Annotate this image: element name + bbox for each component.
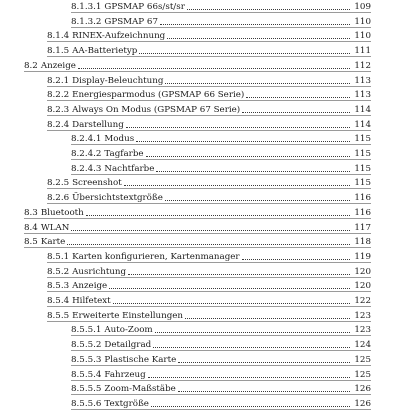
toc-entry <box>0 57 400 72</box>
dot-leader <box>160 24 350 25</box>
toc-entry <box>0 395 400 410</box>
dot-leader <box>178 362 350 363</box>
toc-entry-page: 123 <box>354 325 371 336</box>
toc-entry-page: 113 <box>354 75 371 86</box>
dot-leader <box>165 200 350 201</box>
toc-entry-title: GPSMAP 66s/st/sr <box>104 2 185 12</box>
toc-entry <box>0 292 400 307</box>
toc-entry-page: 115 <box>354 134 371 145</box>
toc-entry <box>0 307 400 322</box>
toc-entry <box>0 160 400 175</box>
toc-entry-page: 123 <box>354 310 371 321</box>
toc-entry-title: Nachtfarbe <box>104 163 155 174</box>
toc-entry-number: 8.2.1 <box>47 75 70 86</box>
toc-entry-number: 8.5.5.6 <box>71 398 102 409</box>
dot-leader <box>109 288 350 289</box>
toc-entry-page: 125 <box>354 354 371 365</box>
toc-entry <box>0 263 400 278</box>
toc-entry-page: 111 <box>354 46 371 57</box>
dot-leader <box>128 274 350 275</box>
dot-leader <box>167 38 350 39</box>
toc-entry-link[interactable] <box>47 116 371 131</box>
toc-entry-number: 8.2.5 <box>47 178 70 189</box>
toc-entry-page: 110 <box>354 16 371 27</box>
toc-entry <box>0 204 400 219</box>
toc-entry-page: 115 <box>354 178 371 189</box>
dot-leader <box>155 332 350 333</box>
toc-entry-link[interactable] <box>47 263 371 278</box>
toc-entry-title: WLAN <box>40 222 70 233</box>
toc-entry <box>0 101 400 116</box>
toc-entry-title: Darstellung <box>72 119 124 130</box>
toc-entry-page: 122 <box>354 296 371 306</box>
toc-entry-title: Karte <box>40 237 66 248</box>
toc-entry-link[interactable] <box>47 174 371 189</box>
toc-entry <box>0 366 400 381</box>
toc-entry <box>0 174 400 189</box>
toc-entry <box>0 86 400 101</box>
toc-entry <box>0 219 400 234</box>
toc-entry <box>0 145 400 160</box>
toc-entry-link[interactable] <box>71 321 371 336</box>
toc-entry-title: Plastische Karte <box>104 354 177 365</box>
toc-entry-link[interactable] <box>24 233 371 248</box>
dot-leader <box>146 156 350 157</box>
toc-entry-page: 120 <box>354 266 371 277</box>
toc-entry <box>0 189 400 204</box>
toc-entry-link[interactable] <box>47 72 371 87</box>
toc-entry-number: 8.2.4 <box>47 119 70 130</box>
dot-leader <box>139 53 350 54</box>
toc-entry <box>0 42 400 57</box>
dot-leader <box>185 318 350 319</box>
toc-entry-page: 120 <box>354 281 371 292</box>
toc-entry-title: Hilfetext <box>72 296 111 306</box>
toc-entry-link[interactable] <box>47 277 371 292</box>
toc-entry <box>0 351 400 366</box>
dot-leader <box>153 347 350 348</box>
toc-entry-link[interactable] <box>47 307 371 322</box>
toc-entry-title: Always On Modus (GPSMAP 67 Serie) <box>72 104 241 115</box>
toc-entry <box>0 72 400 87</box>
toc-entry-number: 8.2.3 <box>47 104 70 115</box>
toc-entry-number: 8.1.5 <box>47 46 70 57</box>
dot-leader <box>67 244 350 245</box>
toc-entry-number: 8.5.5.3 <box>71 354 102 365</box>
toc-entry-link[interactable] <box>71 395 371 410</box>
toc-entry-title: Anzeige <box>40 60 76 71</box>
toc-entry-page: 110 <box>354 31 371 42</box>
toc-entry-number: 8.5 <box>24 237 38 248</box>
dot-leader <box>242 259 350 260</box>
toc-entry-title: Display-Beleuchtung <box>72 75 164 86</box>
toc-entry <box>0 277 400 292</box>
toc-entry-number: 8.1.3.2 <box>71 16 102 27</box>
toc-entry-link[interactable] <box>71 145 371 160</box>
dot-leader <box>246 97 350 98</box>
toc-entry-title: Übersichtstextgröße <box>72 193 163 204</box>
dot-leader <box>78 68 350 69</box>
toc-entry-number: 8.5.5.1 <box>71 325 102 336</box>
dot-leader <box>151 406 350 407</box>
toc-entry-title: Bluetooth <box>40 207 84 218</box>
toc-entry-link[interactable] <box>47 248 371 263</box>
toc-entry-page: 117 <box>354 222 371 233</box>
toc-entry <box>0 233 400 248</box>
toc-entry-number: 8.5.5.2 <box>71 340 102 351</box>
toc-entry-page: 126 <box>354 398 371 409</box>
toc-entry-link[interactable] <box>71 130 371 145</box>
toc-entry-title: Detailgrad <box>104 340 152 351</box>
toc-entry-title: Auto-Zoom <box>104 325 153 336</box>
dot-leader <box>242 112 350 113</box>
toc-entry-number: 8.5.2 <box>47 266 70 277</box>
toc-entry-title: Erweiterte Einstellungen <box>72 310 183 321</box>
toc-entry-number: 8.3 <box>24 207 38 218</box>
toc-entry-number: 8.5.5.4 <box>71 369 102 380</box>
toc-entry-link[interactable] <box>24 204 371 219</box>
toc-entry-title: AA-Batterietyp <box>72 46 138 57</box>
toc-entry-number: 8.5.1 <box>47 251 70 262</box>
toc-entry-page: 118 <box>354 237 371 248</box>
dot-leader <box>156 171 350 172</box>
toc-entry-link[interactable] <box>71 351 371 366</box>
toc-entry <box>0 321 400 336</box>
toc-entry-page: 116 <box>354 207 371 218</box>
toc-entry-number: 8.4 <box>24 222 38 233</box>
toc-entry-page: 109 <box>354 2 371 12</box>
toc-entry-title: Karten konfigurieren, Kartenmanager <box>72 251 240 262</box>
toc-entry-number: 8.2.2 <box>47 90 70 101</box>
toc-entry-page: 114 <box>354 119 371 130</box>
toc-entry-page: 125 <box>354 369 371 380</box>
toc-entry-page: 126 <box>354 384 371 395</box>
toc-entry-link[interactable] <box>24 57 371 72</box>
toc-entry-title: Fahrzeug <box>104 369 146 380</box>
toc-entry-page: 113 <box>354 90 371 101</box>
toc-entry <box>0 13 400 28</box>
toc-entry <box>0 336 400 351</box>
dot-leader <box>126 127 350 128</box>
dot-leader <box>148 377 350 378</box>
toc-entry-link[interactable] <box>71 336 371 351</box>
toc-entry-number: 8.1.4 <box>47 31 70 42</box>
toc-entry-title: Tagfarbe <box>104 149 144 159</box>
toc-entry-link[interactable] <box>71 13 371 28</box>
toc-entry-number: 8.2.6 <box>47 193 70 204</box>
toc-entry-title: Screenshot <box>72 178 122 189</box>
dot-leader <box>136 141 350 142</box>
toc-entry-number: 8.2.4.1 <box>71 134 102 145</box>
toc-entry-title: Textgröße <box>104 398 149 409</box>
toc-entry-page: 115 <box>354 149 371 159</box>
toc-entry-link[interactable] <box>47 42 371 57</box>
dot-leader <box>165 83 350 84</box>
toc-entry-link[interactable] <box>71 380 371 395</box>
toc-entry-title: RINEX-Aufzeichnung <box>72 31 166 42</box>
toc-entry-link[interactable] <box>47 27 371 42</box>
dot-leader <box>178 391 350 392</box>
toc-entry-link[interactable] <box>24 219 371 234</box>
toc-entry-page: 124 <box>354 340 371 351</box>
toc-entry-link[interactable] <box>71 366 371 381</box>
toc-entry-page: 114 <box>354 104 371 115</box>
toc-entry-page: 116 <box>354 193 371 204</box>
toc-entry-title: GPSMAP 67 <box>104 16 158 27</box>
toc-entry-page: 119 <box>354 251 371 262</box>
toc-entry-title: Ausrichtung <box>72 266 127 277</box>
toc-entry-link[interactable] <box>47 189 371 204</box>
toc-entry-number: 8.1.3.1 <box>71 2 102 12</box>
toc-entry-number: 8.2.4.3 <box>71 163 102 174</box>
toc-entry-link[interactable] <box>47 292 371 307</box>
toc-entry <box>0 0 400 13</box>
toc-entry <box>0 116 400 131</box>
toc-entry-link[interactable] <box>47 101 371 116</box>
toc-entry-title: Energiesparmodus (GPSMAP 66 Serie) <box>72 90 245 101</box>
dot-leader <box>113 303 350 304</box>
toc-entry-title: Zoom-Maßstäbe <box>104 384 176 395</box>
dot-leader <box>187 9 350 10</box>
toc-entry-page: 115 <box>354 163 371 174</box>
dot-leader <box>71 230 350 231</box>
toc-entry-number: 8.2.4.2 <box>71 149 102 159</box>
toc-entry-title: Anzeige <box>72 281 108 292</box>
toc-entry-number: 8.5.3 <box>47 281 70 292</box>
toc-entry-number: 8.2 <box>24 60 38 71</box>
dot-leader <box>124 185 350 186</box>
toc-entry-title: Modus <box>104 134 135 145</box>
toc-entry-link[interactable] <box>47 86 371 101</box>
toc-entry <box>0 380 400 395</box>
toc-entry-number: 8.5.5.5 <box>71 384 102 395</box>
toc-entry <box>0 248 400 263</box>
toc-entry <box>0 130 400 145</box>
toc-entry <box>0 27 400 42</box>
toc-entry-number: 8.5.4 <box>47 296 70 306</box>
toc-entry-link[interactable] <box>71 160 371 175</box>
dot-leader <box>86 215 350 216</box>
toc-entry-page: 112 <box>354 60 371 71</box>
toc-entry-number: 8.5.5 <box>47 310 70 321</box>
